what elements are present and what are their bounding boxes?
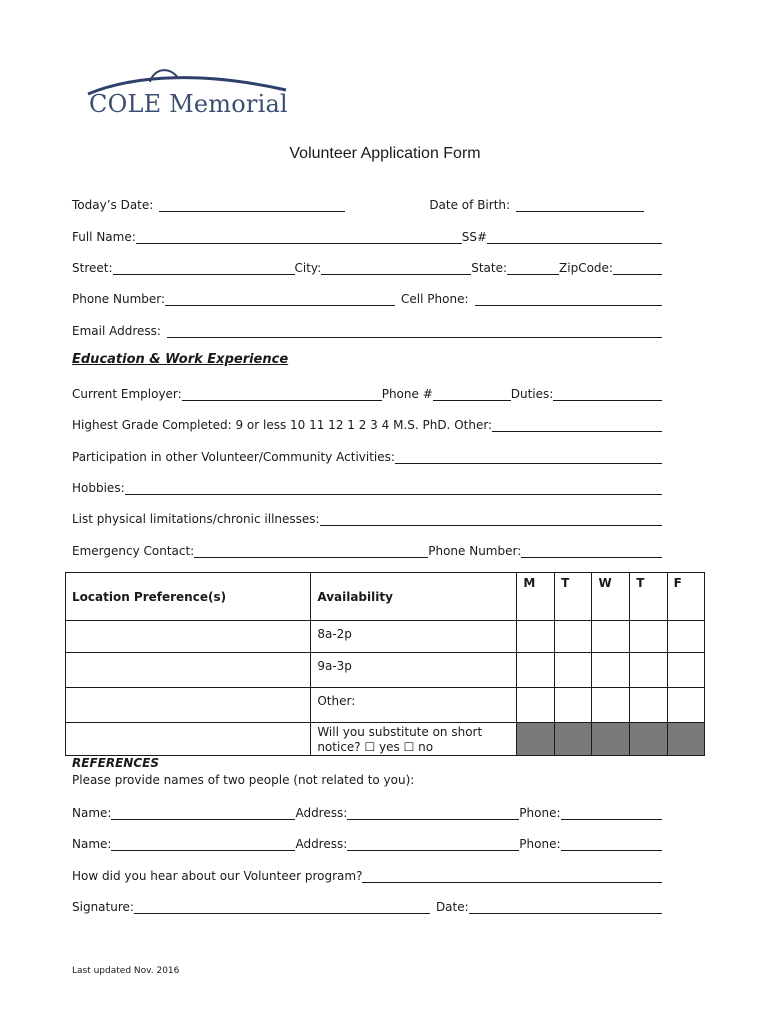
phone-field[interactable] <box>165 292 395 306</box>
dob-field[interactable] <box>516 198 644 212</box>
name-row <box>72 226 662 244</box>
emergency-phone-field[interactable] <box>521 544 662 558</box>
shaded-cell <box>592 723 630 756</box>
cole-memorial-logo <box>86 60 296 126</box>
day-cell[interactable] <box>517 688 555 723</box>
day-header-wed: W <box>592 573 630 621</box>
limitations-row <box>72 508 662 526</box>
signature-date-field[interactable] <box>469 900 662 914</box>
heard-row <box>72 865 662 883</box>
location-cell[interactable] <box>66 723 311 756</box>
limitations-field[interactable] <box>320 512 662 526</box>
day-cell[interactable] <box>667 653 704 688</box>
email-row <box>72 320 662 338</box>
last-updated-note: Last updated Nov. 2016 <box>72 966 180 976</box>
grade-row <box>72 414 662 432</box>
city-label: City: <box>294 261 322 275</box>
shaded-cell <box>517 723 555 756</box>
participation-row <box>72 446 662 464</box>
table-row <box>66 621 705 653</box>
location-cell[interactable] <box>66 688 311 723</box>
full-name-field[interactable] <box>136 230 462 244</box>
ref1-name-label: Name: <box>72 806 112 820</box>
heard-field[interactable] <box>362 869 662 883</box>
state-label: State: <box>471 261 508 275</box>
references-instructions: Please provide names of two people (not related to you): <box>72 773 415 787</box>
location-cell[interactable] <box>66 653 311 688</box>
table-row <box>66 723 705 756</box>
table-header-row <box>66 573 705 621</box>
table-row <box>66 653 705 688</box>
employer-row <box>72 383 662 401</box>
shaded-cell <box>667 723 704 756</box>
day-cell[interactable] <box>630 688 667 723</box>
day-header-fri: F <box>667 573 704 621</box>
signature-row <box>72 896 662 914</box>
day-header-thu: T <box>630 573 667 621</box>
limitations-label: List physical limitations/chronic illnesses: <box>72 512 320 526</box>
emergency-phone-label: Phone Number: <box>428 544 522 558</box>
emergency-field[interactable] <box>194 544 428 558</box>
day-cell[interactable] <box>517 653 555 688</box>
day-cell[interactable] <box>592 621 630 653</box>
day-cell[interactable] <box>555 653 592 688</box>
email-field[interactable] <box>167 324 662 338</box>
grade-label: Highest Grade Completed: 9 or less 10 11 12 1 2 3 4 M.S. PhD. Other: <box>72 418 493 432</box>
page-title: Volunteer Application Form <box>289 145 481 162</box>
todays-date-field[interactable] <box>159 198 345 212</box>
hobbies-label: Hobbies: <box>72 481 125 495</box>
ref1-name-field[interactable] <box>111 806 295 820</box>
location-header: Location Preference(s) <box>66 573 311 621</box>
day-cell[interactable] <box>630 653 667 688</box>
street-label: Street: <box>72 261 113 275</box>
location-cell[interactable] <box>66 621 311 653</box>
email-label: Email Address: <box>72 324 161 338</box>
ref1-address-label: Address: <box>295 806 348 820</box>
heard-label: How did you hear about our Volunteer program? <box>72 869 363 883</box>
shaded-cell <box>555 723 592 756</box>
day-header-tue: T <box>555 573 592 621</box>
signature-date-label: Date: <box>435 900 469 914</box>
ref2-address-label: Address: <box>295 837 348 851</box>
ref2-name-label: Name: <box>72 837 112 851</box>
ref2-phone-field[interactable] <box>561 837 662 851</box>
city-field[interactable] <box>321 261 471 275</box>
street-field[interactable] <box>113 261 295 275</box>
availability-cell: Other: <box>311 688 517 723</box>
phone-row <box>72 288 662 306</box>
day-cell[interactable] <box>592 653 630 688</box>
cell-field[interactable] <box>475 292 663 306</box>
employer-phone-field[interactable] <box>433 387 511 401</box>
date-row <box>72 194 662 212</box>
ref2-address-field[interactable] <box>347 837 519 851</box>
duties-field[interactable] <box>553 387 662 401</box>
employer-phone-label: Phone # <box>381 387 433 401</box>
emergency-label: Emergency Contact: <box>72 544 195 558</box>
duties-label: Duties: <box>510 387 554 401</box>
day-cell[interactable] <box>667 621 704 653</box>
day-cell[interactable] <box>667 688 704 723</box>
participation-label: Participation in other Volunteer/Community Activities: <box>72 450 395 464</box>
day-header-mon: M <box>517 573 555 621</box>
ref1-phone-label: Phone: <box>519 806 561 820</box>
emergency-row <box>72 540 662 558</box>
todays-date-label: Today’s Date: <box>72 198 154 212</box>
day-cell[interactable] <box>517 621 555 653</box>
reference-row-1 <box>72 802 662 820</box>
signature-label: Signature: <box>72 900 134 914</box>
availability-cell: 9a-3p <box>311 653 517 688</box>
hobbies-field[interactable] <box>125 481 662 495</box>
phone-label: Phone Number: <box>72 292 166 306</box>
cell-label: Cell Phone: <box>401 292 469 306</box>
education-section-heading: Education & Work Experience <box>72 352 289 367</box>
state-field[interactable] <box>507 261 559 275</box>
ref1-address-field[interactable] <box>347 806 519 820</box>
logo-text: COLE Memorial <box>89 90 288 118</box>
ref2-name-field[interactable] <box>111 837 295 851</box>
zip-field[interactable] <box>613 261 662 275</box>
shaded-cell <box>630 723 667 756</box>
hobbies-row <box>72 477 662 495</box>
day-cell[interactable] <box>592 688 630 723</box>
availability-table <box>65 572 705 756</box>
ref2-phone-label: Phone: <box>519 837 561 851</box>
day-cell[interactable] <box>555 621 592 653</box>
references-heading: REFERENCES <box>72 756 159 770</box>
day-cell[interactable] <box>630 621 667 653</box>
zip-label: ZipCode: <box>559 261 613 275</box>
grade-other-field[interactable] <box>492 418 662 432</box>
reference-row-2 <box>72 833 662 851</box>
employer-field[interactable] <box>182 387 382 401</box>
employer-label: Current Employer: <box>72 387 182 401</box>
substitute-question[interactable]: Will you substitute on short notice? ☐ yes ☐ no <box>311 723 517 756</box>
dob-label: Date of Birth: <box>429 198 511 212</box>
address-row <box>72 257 662 275</box>
table-row <box>66 688 705 723</box>
availability-cell: 8a-2p <box>311 621 517 653</box>
ref1-phone-field[interactable] <box>561 806 662 820</box>
ssn-field[interactable] <box>487 230 662 244</box>
participation-field[interactable] <box>395 450 662 464</box>
availability-header: Availability <box>311 573 517 621</box>
signature-field[interactable] <box>134 900 430 914</box>
full-name-label: Full Name: <box>72 230 136 244</box>
ssn-label: SS# <box>461 230 488 244</box>
day-cell[interactable] <box>555 688 592 723</box>
